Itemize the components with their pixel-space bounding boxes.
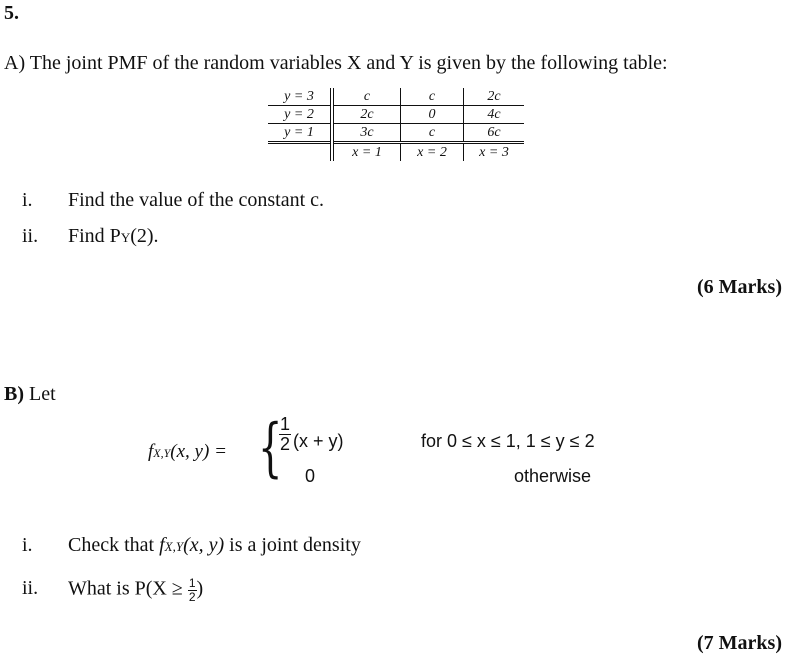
- density-fraction: $\frac{1}{2}$: [280, 414, 291, 454]
- item-number: i.: [22, 189, 33, 211]
- item-number: i.: [22, 534, 33, 556]
- part-a-intro: [4, 52, 668, 75]
- table-cell: c: [332, 88, 401, 106]
- table-cell: 2c: [464, 88, 525, 106]
- part-a-intro-text: The joint PMF of the random variables X and Y is given by the following table:: [29, 52, 668, 74]
- part-b-let: Let: [29, 383, 56, 405]
- table-cell: 0: [401, 106, 464, 124]
- table-cell: c: [401, 124, 464, 143]
- density-lhs: fX,Y(x, y) =: [148, 441, 227, 462]
- row-label: y = 3: [268, 88, 332, 106]
- question-number: 5.: [4, 2, 19, 24]
- part-a-item-i: Find the value of the constant c.: [68, 189, 325, 211]
- table-cell: 4c: [464, 106, 525, 124]
- density-case2-condition: otherwise: [514, 466, 592, 486]
- table-cell: 3c: [332, 124, 401, 143]
- density-case1-condition: for 0 ≤ x ≤ 1, 1 ≤ y ≤ 2: [421, 431, 595, 451]
- x-label: x = 2: [401, 143, 464, 162]
- part-b-heading: [4, 383, 56, 406]
- x-label: x = 3: [479, 145, 509, 160]
- row-label: y = 1: [268, 124, 332, 143]
- table-x-header-row: [268, 143, 524, 162]
- table-cell: 6c: [464, 124, 525, 143]
- joint-pmf-table: [268, 88, 524, 161]
- part-b-item-i: Check that fX,Y(x, y) is a joint density: [68, 534, 361, 556]
- part-a-marks: (6 Marks): [697, 276, 782, 298]
- item-number: ii.: [22, 225, 39, 247]
- table-row: [268, 106, 524, 124]
- table-row: [268, 124, 524, 143]
- left-brace: {: [258, 411, 283, 485]
- item-number: ii.: [22, 577, 39, 599]
- half-fraction: $\frac{1}{2}$: [188, 576, 196, 604]
- density-case2-value: 0: [305, 466, 316, 486]
- part-a-item-ii: Find PY(2).: [68, 225, 159, 247]
- part-b-item-ii: What is P(X ≥ $\frac{1}{2}$ ): [68, 576, 204, 604]
- part-b-label: B): [4, 383, 24, 405]
- table-row: [268, 88, 524, 106]
- x-label: x = 1: [332, 143, 401, 162]
- row-label: y = 2: [268, 106, 332, 124]
- part-b-marks: (7 Marks): [697, 632, 782, 654]
- part-a-label: A): [4, 52, 26, 74]
- density-case1-expr: (x + y): [293, 431, 344, 451]
- table-cell: 2c: [332, 106, 401, 124]
- table-cell: c: [401, 88, 464, 106]
